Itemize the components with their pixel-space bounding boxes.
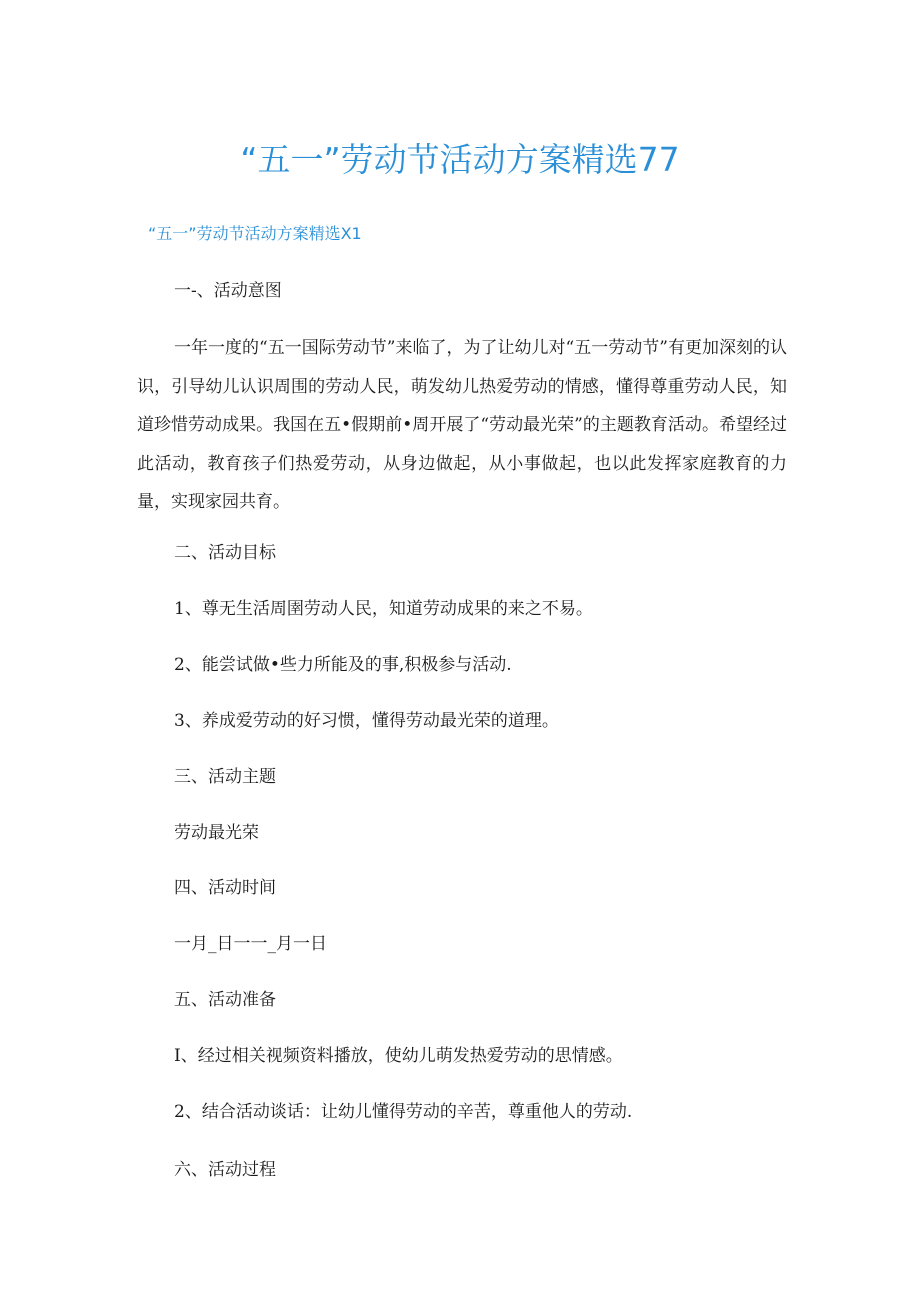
section-heading-intent: 一-、活动意图 xyxy=(174,281,282,301)
section-heading-preparation: 五、活动准备 xyxy=(174,990,276,1010)
intent-paragraph: 一年一度的“五一国际劳动节”来临了，为了让幼儿对“五一劳动节”有更加深刻的认识，引导幼儿认识周围的劳动人民，萌发幼儿热爱劳动的情感，懂得尊重劳动人民，知道珍惜劳动成果。我国在五•假期前•周开展了“劳动最光荣”的主题教育活动。希望经过此活动，教育孩子们热爱劳动，从身边做起，从小事做起，也以此发挥家庭教育的力量，实现家园共育。 xyxy=(137,338,787,512)
section-heading-theme: 三、活动主题 xyxy=(174,767,276,787)
section-heading-process: 六、活动过程 xyxy=(174,1160,276,1180)
goal-item-1: 1、尊无生活周圉劳动人民，知道劳动成果的来之不易。 xyxy=(174,599,593,619)
document-title: “五一”劳动节活动方案精选77 xyxy=(240,140,680,179)
time-text: 一月_日一一_月一日 xyxy=(174,934,327,954)
prep-item-1: I、经过相关视频资料播放，使幼儿萌发热爱劳动的思情感。 xyxy=(174,1046,623,1066)
theme-text: 劳动最光荣 xyxy=(174,823,259,843)
document-subtitle: “五一”劳动节活动方案精选X1 xyxy=(148,224,362,243)
prep-item-2: 2、结合活动谈话：让幼儿懂得劳动的辛苦，尊重他人的劳动. xyxy=(174,1102,633,1122)
goal-item-2: 2、能尝试做•些力所能及的事,积极参与活动. xyxy=(174,655,512,675)
section-heading-goals: 二、活动目标 xyxy=(174,543,276,563)
goal-item-3: 3、养成爱劳动的好习惯，懂得劳动最光荣的道理。 xyxy=(174,711,559,731)
section-heading-time: 四、活动时间 xyxy=(174,878,276,898)
